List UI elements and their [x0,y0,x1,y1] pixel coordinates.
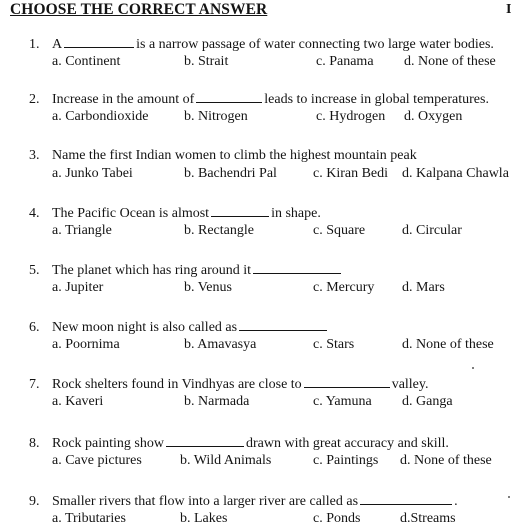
question-number: 4. [29,206,40,221]
scan-speck [508,496,510,498]
option-d: d. Circular [402,223,462,238]
option-a: a. Cave pictures [52,453,142,468]
option-b: b. Wild Animals [180,453,272,468]
option-a: a. Triangle [52,223,112,238]
question-text [29,318,329,336]
option-b: b. Strait [184,54,229,69]
answer-blank [239,318,327,331]
option-a: a. Carbondioxide [52,109,149,124]
question-text [29,90,489,108]
question-text [29,375,429,393]
option-b: b. Lakes [180,511,228,526]
question-number: 6. [29,320,40,335]
question-text-end: in shape. [271,206,321,221]
answer-blank [64,35,134,48]
question-number: 5. [29,263,40,278]
option-d: d. Mars [402,280,445,295]
question-number: 1. [29,37,40,52]
option-c: c. Mercury [313,280,375,295]
answer-blank [166,434,244,447]
question-text-start: The planet which has ring around it [52,263,252,278]
question-text-start: The Pacific Ocean is almost [52,206,210,221]
option-d: d. Kalpana Chawla [402,166,509,181]
answer-blank [196,90,262,103]
question-4 [0,204,511,244]
question-text-start: Rock shelters found in Vindhyas are close to [52,377,302,392]
option-b: b. Amavasya [184,337,257,352]
question-number: 3. [29,148,40,163]
question-number: 9. [29,494,40,509]
option-a: a. Poornima [52,337,120,352]
option-c: c. Hydrogen [316,109,386,124]
answer-blank [211,204,269,217]
question-text-start: Name the first Indian women to climb the highest mountain peak [52,148,417,163]
question-text-start: Rock painting show [52,436,164,451]
question-9 [0,492,511,532]
question-text-end: drawn with great accuracy and skill. [246,436,449,451]
worksheet-heading: CHOOSE THE CORRECT ANSWER [10,1,268,18]
question-text-start: Smaller rivers that flow into a larger river are called as [52,494,359,509]
option-a: a. Tributaries [52,511,126,526]
option-c: c. Stars [313,337,355,352]
answer-blank [304,375,390,388]
question-2 [0,90,511,130]
option-a: a. Continent [52,54,121,69]
question-text-end: is a narrow passage of water connecting two large water bodies. [136,37,494,52]
option-c: c. Yamuna [313,394,372,409]
question-text [29,147,417,164]
question-text [29,35,494,53]
scan-speck [472,367,474,369]
option-c: c. Ponds [313,511,361,526]
option-b: b. Bachendri Pal [184,166,277,181]
question-5 [0,261,511,301]
option-d: d.Streams [400,511,456,526]
question-6 [0,318,511,358]
page-edge-mark: I [506,2,511,17]
question-text-end: valley. [391,377,429,392]
option-c: c. Panama [316,54,374,69]
option-b: b. Nitrogen [184,109,248,124]
question-text-end: . [454,494,458,509]
question-text-start: A [52,37,63,52]
option-a: a. Kaveri [52,394,104,409]
question-text [29,204,321,222]
question-text-start: Increase in the amount of [52,92,195,107]
question-text-start: New moon night is also called as [52,320,238,335]
question-text [29,434,449,452]
option-c: c. Square [313,223,366,238]
option-d: d. None of these [404,54,496,69]
answer-blank [360,492,452,505]
option-b: b. Venus [184,280,232,295]
question-number: 7. [29,377,40,392]
question-text-end: leads to increase in global temperatures. [264,92,489,107]
question-1 [0,35,511,75]
option-b: b. Narmada [184,394,250,409]
option-c: c. Paintings [313,453,379,468]
question-number: 8. [29,436,40,451]
answer-blank [253,261,341,274]
option-a: a. Junko Tabei [52,166,133,181]
question-8 [0,434,511,474]
option-c: c. Kiran Bedi [313,166,389,181]
option-b: b. Rectangle [184,223,254,238]
question-3 [0,147,511,187]
option-d: d. Ganga [402,394,453,409]
option-d: d. None of these [402,337,494,352]
question-7 [0,375,511,415]
question-text [29,492,458,510]
option-a: a. Jupiter [52,280,104,295]
question-text [29,261,343,279]
question-number: 2. [29,92,40,107]
option-d: d. Oxygen [404,109,463,124]
option-d: d. None of these [400,453,492,468]
